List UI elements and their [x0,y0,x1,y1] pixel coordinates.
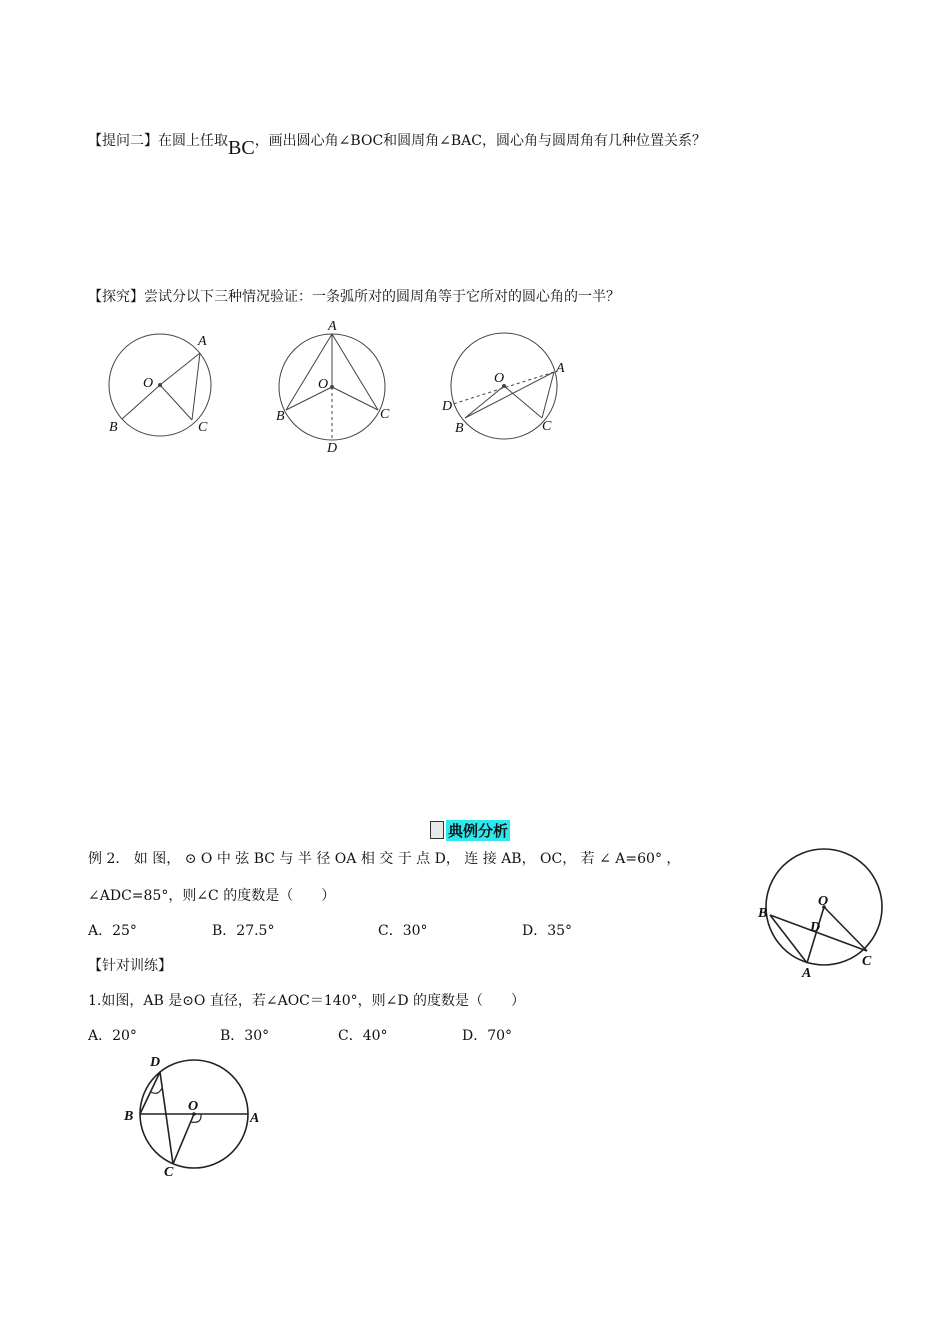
ex2-line-OA [807,907,824,963]
fig1-label-B: B [109,420,118,435]
ex2-label-O: O [818,894,829,909]
ex2-label-A: A [802,966,812,981]
fig3-line-OC [504,386,542,418]
fig1-line-OB [122,385,160,419]
section-title-box [430,821,444,839]
training-label: 【针对训练】 [88,958,172,974]
training-q1: 1.如图，AB 是⊙O 直径，若∠AOC＝140°，则∠D 的度数是（ ） [88,993,526,1009]
fig1-center-dot [158,383,162,387]
fig1-line-AC [192,353,200,420]
q1-label-D: D [150,1055,161,1070]
fig1-line-OA [160,353,200,385]
ex2-line-OC [824,907,867,951]
section-title [430,820,510,840]
question2-label: 【提问二】 [88,133,158,149]
figure-case2 [270,318,400,458]
example2-line1: 例 2． 如 图， ⊙ O 中 弦 BC 与 半 径 OA 相 交 于 点 D， 连 接 AB， OC， 若 ∠ A=60° ， [88,851,681,867]
arc-bc-label: BC [228,137,255,159]
fig2-label-B: B [276,409,285,424]
explore-label: 【探究】 [88,289,144,305]
training-option-b: B．30° [220,1028,270,1044]
q1-line-DC [160,1072,173,1164]
training-option-c: C．40° [338,1028,388,1044]
q1-label-A: A [250,1111,260,1126]
fig3-label-D: D [442,399,453,414]
q1-label-O: O [188,1099,199,1114]
fig1-line-OC [160,385,192,420]
q1-line-OC [173,1114,194,1164]
fig2-label-O: O [318,377,329,392]
fig3-label-A: A [556,361,565,376]
fig2-label-D: D [327,441,338,456]
fig1-label-A: A [198,334,207,349]
fig3-line-OB [465,386,504,418]
example2-option-a: A．25° [88,923,137,939]
question2-after: ，画出圆心角∠BOC和圆周角∠BAC，圆心角与圆周角有几种位置关系？ [254,133,706,149]
explore-text: 尝试分以下三种情况验证：一条弧所对的圆周角等于它所对的圆心角的一半？ [144,289,620,305]
training-option-d: D．70° [462,1028,513,1044]
example2-option-d: D．35° [522,923,573,939]
q1-label-C: C [164,1165,174,1180]
fig3-label-B: B [455,421,464,436]
fig2-label-A: A [328,319,337,334]
fig1-label-C: C [198,420,208,435]
q1-figure [118,1050,268,1180]
figure-case3 [438,330,578,440]
example2-figure [752,845,892,983]
fig3-line-AC [542,372,554,418]
section-title-text: 典例分析 [448,821,509,840]
example2-line2: ∠ADC=85°，则∠C 的度数是（ ） [88,888,336,904]
fig3-line-AB [465,372,554,418]
example2-option-b: B．27.5° [212,923,275,939]
explore-line [88,286,620,306]
ex2-label-C: C [862,954,872,969]
fig1-label-O: O [143,376,154,391]
figure-case1 [100,325,230,440]
question2-line [88,128,706,159]
question2-before: 在圆上任取 [158,133,228,149]
q1-label-B: B [124,1109,134,1124]
training-option-a: A．20° [88,1028,137,1044]
example2-option-c: C．30° [378,923,428,939]
fig2-center-dot [330,385,334,389]
fig3-label-C: C [542,419,552,434]
ex2-label-B: B [758,906,768,921]
fig2-label-C: C [380,407,390,422]
fig3-label-O: O [494,371,505,386]
ex2-label-D: D [810,920,821,935]
